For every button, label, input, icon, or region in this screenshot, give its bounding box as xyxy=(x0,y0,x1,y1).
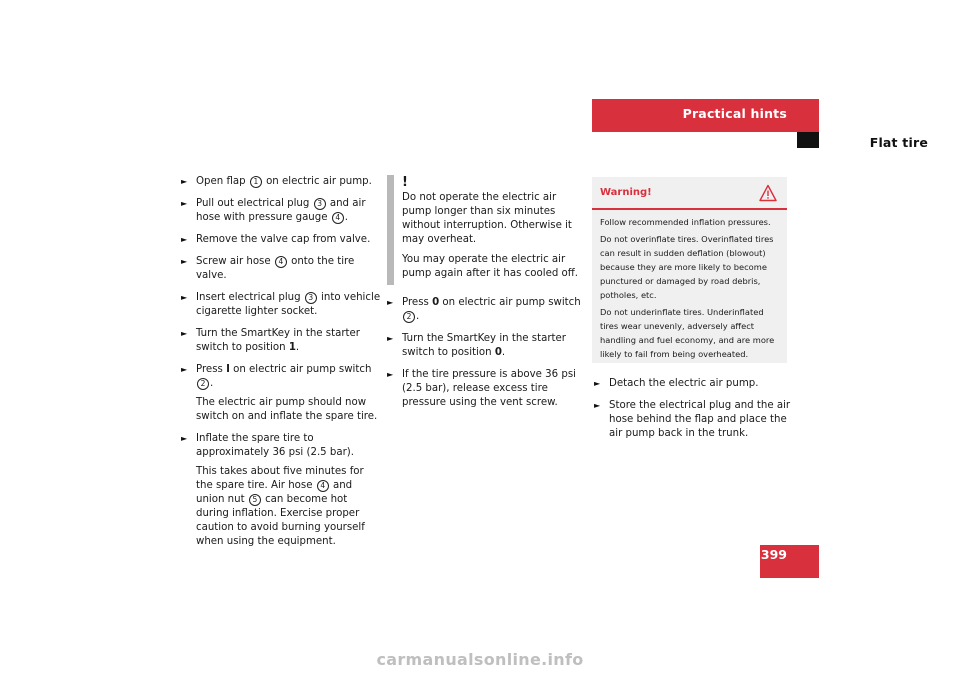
callout-number: 4 xyxy=(317,480,329,492)
middle-column xyxy=(387,296,587,418)
callout-number: 4 xyxy=(332,212,344,224)
step-pull-plug: ► Pull out electrical plug 3 and air hose with pressure gauge 4 . xyxy=(181,198,366,223)
page-number-box xyxy=(760,545,819,578)
header-tab-marker xyxy=(797,132,819,148)
warning-text: Follow recommended inflation pressures. xyxy=(600,217,771,227)
arrow-bullet-icon: ► xyxy=(594,379,601,388)
warning-text: Do not underinflate tires. Underinflated tires wear unevenly, adversely affect handling and fuel economy, and are more likely to fail from being overheated. xyxy=(600,307,775,359)
step-detach-pump: ► Detach the electric air pump. xyxy=(594,378,759,389)
step-release-pressure: ► If the tire pressure is above 36 psi (2.5 bar), release excess tire pressure using the vent screw. xyxy=(387,369,576,408)
warning-triangle-icon xyxy=(759,184,777,202)
callout-number: 3 xyxy=(314,198,326,210)
arrow-bullet-icon: ► xyxy=(594,401,601,410)
callout-number: 3 xyxy=(305,292,317,304)
step-insert-plug: ► Insert electrical plug 3 into vehicle cigarette lighter socket. xyxy=(181,292,381,317)
arrow-bullet-icon: ► xyxy=(181,257,188,266)
right-column xyxy=(594,377,794,449)
notice-box xyxy=(387,175,583,285)
notice-text: You may operate the electric air pump again after it has cooled off. xyxy=(402,254,579,279)
footer-watermark: carmanualsonline.info xyxy=(376,650,584,669)
note-pump-on: The electric air pump should now switch on and inflate the spare tire. xyxy=(196,397,378,422)
notice-side-bar xyxy=(387,175,394,285)
section-subtitle: Flat tire xyxy=(869,135,928,150)
exclamation-icon: ! xyxy=(402,175,408,190)
callout-number: 2 xyxy=(197,378,209,390)
arrow-bullet-icon: ► xyxy=(387,298,394,307)
callout-number: 5 xyxy=(249,494,261,506)
warning-text: Do not overinflate tires. Overinflated tires can result in sudden deflation (blowout) because they are more likely to become punctured or damaged by road debris, potholes, etc. xyxy=(600,234,774,300)
arrow-bullet-icon: ► xyxy=(181,293,188,302)
step-store-pump: ► Store the electrical plug and the air hose behind the flap and place the air pump back in the trunk. xyxy=(594,400,791,439)
step-press-i: ► Press I on electric air pump switch 2 . xyxy=(181,364,372,389)
step-turn-key-0: ► Turn the SmartKey in the starter switch to position 0. xyxy=(387,333,566,358)
step-press-0: ► Press 0 on electric air pump switch 2 . xyxy=(387,297,581,322)
notice-text: Do not operate the electric air pump longer than six minutes without interruption. Otherwise it may overheat. xyxy=(402,192,572,245)
step-open-flap: ► Open flap 1 on electric air pump. xyxy=(181,176,372,187)
callout-number: 4 xyxy=(275,256,287,268)
warning-label: Warning! xyxy=(600,187,652,198)
section-title: Practical hints xyxy=(682,106,787,121)
warning-box xyxy=(592,177,787,363)
callout-number: 1 xyxy=(250,176,262,188)
arrow-bullet-icon: ► xyxy=(181,235,188,244)
left-column xyxy=(181,175,381,557)
step-inflate: ► Inflate the spare tire to approximately 36 psi (2.5 bar). xyxy=(181,433,355,458)
step-turn-key-1: ► Turn the SmartKey in the starter switch to position 1. xyxy=(181,328,360,353)
arrow-bullet-icon: ► xyxy=(181,177,188,186)
step-screw-hose: ► Screw air hose 4 onto the tire valve. xyxy=(181,256,355,281)
callout-number: 2 xyxy=(403,311,415,323)
arrow-bullet-icon: ► xyxy=(181,434,188,443)
arrow-bullet-icon: ► xyxy=(181,199,188,208)
header-bar xyxy=(592,99,819,132)
page-number: 399 xyxy=(760,547,787,562)
arrow-bullet-icon: ► xyxy=(387,370,394,379)
note-caution-hot: This takes about five minutes for the spare tire. Air hose 4 and union nut 5 can become hot during inflation. Exercise proper caution to avoid burning yourself when using the equipment. xyxy=(196,466,365,547)
step-remove-cap: ► Remove the valve cap from valve. xyxy=(181,234,371,245)
arrow-bullet-icon: ► xyxy=(181,365,188,374)
arrow-bullet-icon: ► xyxy=(181,329,188,338)
arrow-bullet-icon: ► xyxy=(387,334,394,343)
warning-header xyxy=(592,177,787,210)
